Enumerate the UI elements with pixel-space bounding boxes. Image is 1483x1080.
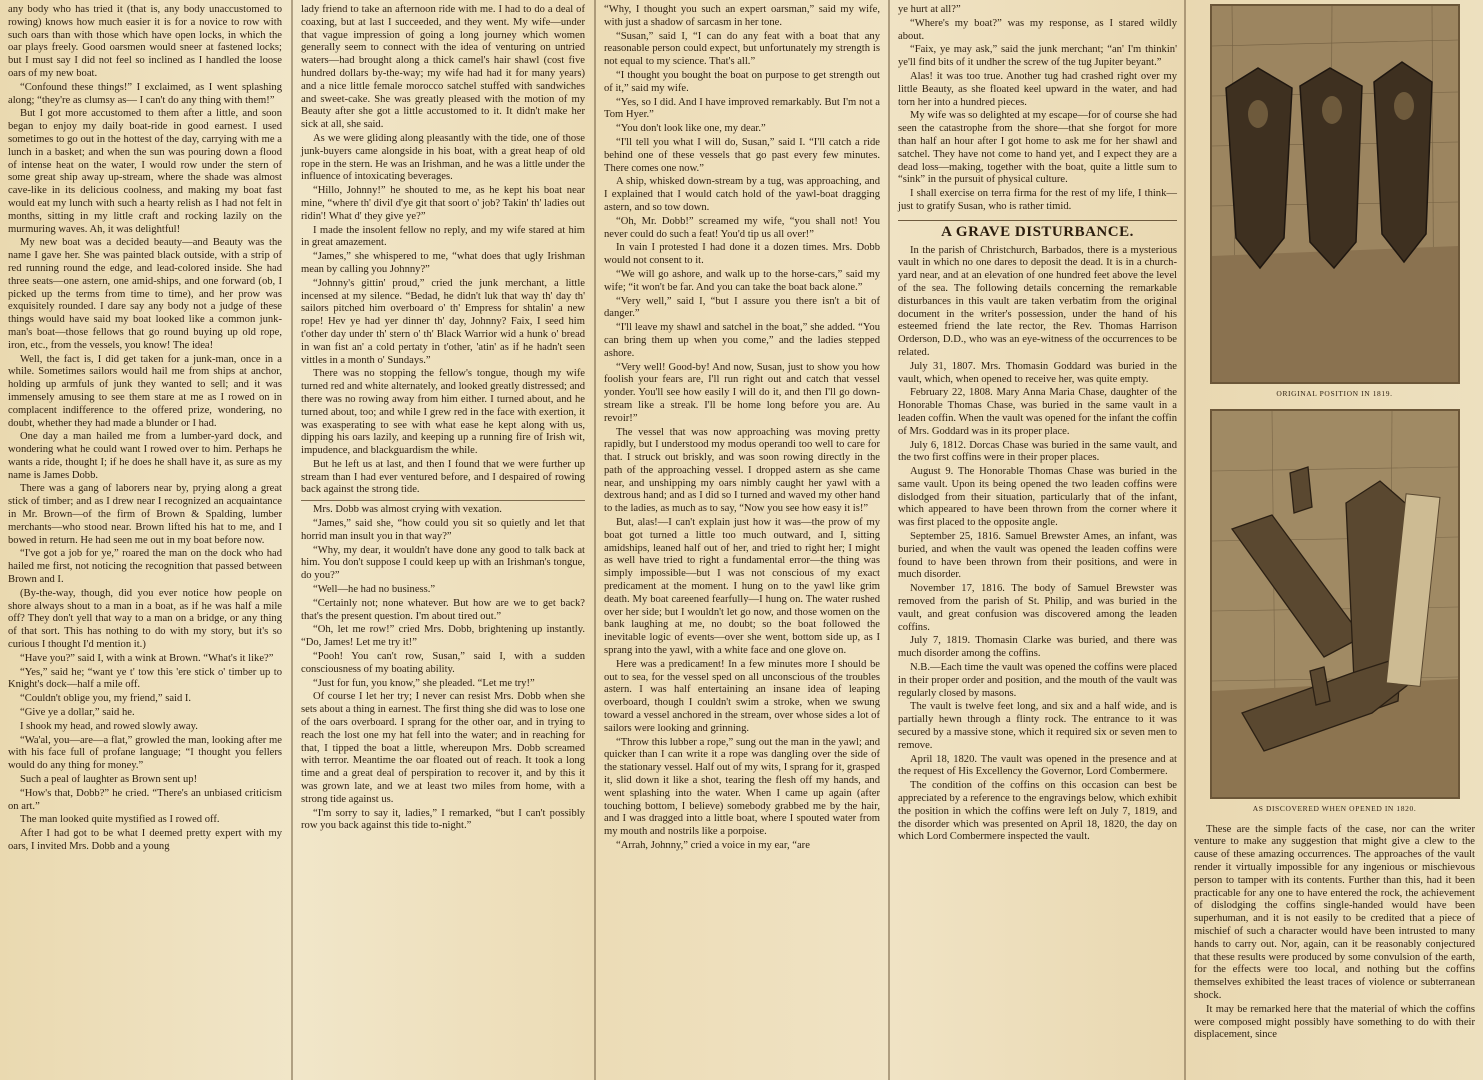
column-3 <box>596 0 888 1080</box>
paragraph: Such a peal of laughter as Brown sent up! <box>20 774 198 786</box>
paragraph: “I'll tell you what I will do, Susan,” said I. “I'll catch a ride behind one of these vessels that go past every few minutes. There comes one now.” <box>604 136 880 174</box>
paragraph: any body who has tried it (that is, any body unaccustomed to rowing) knows how much easier it is for a novice to row with such oars than with those which have open locks, in which the oar plays freely. Good oarsmen would sneer at fastened locks; but I must say I did not feel so inclined as I handled the loose oars of my new boat. <box>8 4 282 79</box>
paragraph: “Very well! Good-by! And now, Susan, just to show you how foolish your fears are, I'll run right out and catch that vessel yonder. You'll see how easily I will do it, and then I'll go down-stream like a streak. I'll be home long before you are. Au revoir!” <box>604 361 880 424</box>
paragraph: ye hurt at all?” <box>898 4 961 15</box>
paragraph: One day a man hailed me from a lumber-yard dock, and wondering what he could want I rowed over to him. Perhaps he wants a ride, thought I; if he does he shall have it, as sure as my name is James Dobb. <box>8 431 282 481</box>
paragraph: “I'll leave my shawl and satchel in the boat,” she added. “You can bring them up when you come,” and the ladies stepped ashore. <box>604 322 880 359</box>
paragraph: Mrs. Dobb was almost crying with vexation. <box>313 504 502 516</box>
paragraph: “Yes,” said he; “want ye t' tow this 'ere stick o' timber up to Knight's dock—half a mile off. <box>8 666 282 691</box>
column-2 <box>293 0 593 1080</box>
engraving-original-position <box>1210 4 1460 384</box>
paragraph: “I thought you bought the boat on purpose to get strength out of it,” said my wife. <box>604 69 880 94</box>
paragraph: July 7, 1819. Thomasin Clarke was buried, and there was much disorder among the coffins. <box>898 635 1177 660</box>
column-5 <box>1186 0 1483 1080</box>
paragraph: “Couldn't oblige you, my friend,” said I. <box>20 693 192 705</box>
vault-1820-illustration <box>1212 411 1458 797</box>
engraving-caption-1: ORIGINAL POSITION IN 1819. <box>1276 389 1393 398</box>
paragraph: I made the insolent fellow no reply, and my wife stared at him in great amazement. <box>301 224 585 249</box>
paragraph: Alas! it was too true. Another tug had crashed right over my little Beauty, as she floated keel upward in the water, and had torn her into a hundred pieces. <box>898 70 1177 108</box>
paragraph: “Very well,” said I, “but I assure you there isn't a bit of danger.” <box>604 295 880 320</box>
paragraph: “Pooh! You can't row, Susan,” said I, with a sudden consciousness of my boating ability. <box>301 651 585 675</box>
paragraph: (By-the-way, though, did you ever notice how people on shore always shout to a man in a boat, as if he was half a mile off? They don't yell that way to a man on a bridge, or any thing of that sort. This has nothing to do with my story, but it's so curious I thought I'd mention it.) <box>8 587 282 651</box>
paragraph: July 31, 1807. Mrs. Thomasin Goddard was buried in the vault, which, when opened to receive her, was quite empty. <box>898 360 1177 385</box>
paragraph: “Hillo, Johnny!” he shouted to me, as he kept his boat near mine, “where th' divil d'ye git that soort o' job? Takin' th' ladies out ridin'! What d' they give ye?” <box>301 185 585 222</box>
paragraph: But I got more accustomed to them after a little, and soon began to enjoy my daily boat-ride in good earnest. I used sometimes to go out in the hottest of the day, carrying with me a lunch in a basket; and when the sun was pouring down a flood of intense heat on the water, I would row under the stern of some great ship away up-stream, where the shade was almost cave-like in its delicious coolness, and making my boat fast would eat my lunch with such a hearty relish as I had not felt in months, sitting in my little craft and rocking lazily on the murmuring waves. Ah, it was delightful! <box>8 108 282 235</box>
paragraph: “How's that, Dobb?” he cried. “There's an unbiased criticism on art.” <box>8 787 282 812</box>
paragraph: August 9. The Honorable Thomas Chase was buried in the same vault. Upon its being opened the two leaden coffins were dislodged from their situation, particularly that of the infant, which appeared to have been thrown from the corner where it was first placed to the opposite angle. <box>898 466 1177 529</box>
paragraph: It may be remarked here that the material of which the coffins were composed might possibly have something to do with their displacement, since <box>1194 1003 1475 1041</box>
paragraph: I shook my head, and rowed slowly away. <box>20 720 198 732</box>
paragraph: “Wa'al, you—are—a flat,” growled the man, looking after me with his face full of profane language; “I thought you fellers would do any thing for money.” <box>8 734 282 772</box>
paragraph: “I'm sorry to say it, ladies,” I remarked, “but I can't possibly row you back against this tide to-night.” <box>301 807 585 832</box>
paragraph: The vessel that was now approaching was moving pretty rapidly, but I understood my modus operandi too well to care for that. I struck out briskly, and was soon rowing directly in the path of the approaching vessel. I dropped astern as she came near, and unshipping my oars nimbly caught her yawl with a dextrous hand; and as I did so I turned and waved my other hand to the ladies, as much as to say, “Now you see how easy it is!” <box>604 426 880 515</box>
vault-1819-illustration <box>1212 6 1458 382</box>
paragraph: There was a gang of laborers near by, prying along a great stick of timber; and as I drew near I recognized an acquaintance in Mr. Brown—of the firm of Brown & Spalding, lumber merchants—who stood near. Brown lifted his hat to me, and I bowed in return. He had seen me out in my boat before now. <box>8 483 282 546</box>
paragraph: N.B.—Each time the vault was opened the coffins were placed in their proper order and position, and the mouth of the vault was regularly closed by masons. <box>898 662 1177 699</box>
paragraph: Here was a predicament! In a few minutes more I should be out to sea, for the vessel sped on all unconscious of the troubles astern. I was half entertaining an insane idea of leaping overboard, though I couldn't swim a stroke, when we swung toward a vessel anchored in the stream, over whose sides a lot of sailors were looking and grinning. <box>604 658 880 734</box>
paragraph: “Throw this lubber a rope,” sung out the man in the yawl; and quicker than I can write it a rope was dangling over the side of the stationary vessel. Half out of my wits, I sprang for it, grasped it, slid down it like a shot, tearing the flesh off my hands, and went splashing into the water. When I came up again (after touching bottom, I believe) somebody grabbed me by the hair, and I was dragged into a little boat, where I spouted water from my mouth and nostrils like a porpoise. <box>604 736 880 838</box>
paragraph: “Give ye a dollar,” said he. <box>20 707 135 719</box>
paragraph: “Have you?” said I, with a wink at Brown. “What's it like?” <box>20 652 274 664</box>
paragraph: February 22, 1808. Mary Anna Maria Chase, daughter of the Honorable Thomas Chase, was buried in the same vault in a leaden coffin. When the vault was opened for the infant the coffin of Mrs. Goddard was in its proper place. <box>898 387 1177 437</box>
paragraph: “Faix, ye may ask,” said the junk merchant; “an' I'm thinkin' ye'll find bits of it undher the screw of the tug Jupiter beyant.” <box>898 44 1177 69</box>
paragraph: “Just for fun, you know,” she pleaded. “Let me try!” <box>313 677 535 689</box>
paragraph: My new boat was a decided beauty—and Beauty was the name I gave her. She was painted black outside, with a strip of red running round the edge, and lead-colored inside. She had three seats—one astern, one amid-ships, and one forward (ob, I picked up the terms from time to time), and her prow was exquisitely rounded. I dare say any body not a judge of these things would have said my boat looked like a common junk-man's boat—those fellows that go round buying up old rope, iron, etc., from the vessels, you know! The idea! <box>8 237 282 351</box>
paragraph: In the parish of Christchurch, Barbados, there is a mysterious vault in which no one dares to deposit the dead. It is in a church-yard near, and at an elevation of one hundred feet above the level of the sea. The following details concerning the remarkable disturbances in this vault are taken verbatim from the original document in the writer's possession, under the hand of his esteemed friend the late rector, the Rev. Thomas Harrison Orderson, D.D., who was an eye-witness of the occurrences to be related. <box>898 244 1177 358</box>
paragraph: Well, the fact is, I did get taken for a junk-man, once in a while. Sometimes sailors would hail me from ships at anchor, holding up armfuls of junk they wanted to sell; and it was immensely amusing to see them stare at me as I rowed on in complacent indifference to the offered prize, wondering, no doubt, whether they had made a blunder or I had. <box>8 353 282 429</box>
paragraph: “James,” she whispered to me, “what does that ugly Irishman mean by calling you Johnny?” <box>301 251 585 275</box>
paragraph: My wife was so delighted at my escape—for of course she had seen the catastrophe from the shore—that she forgot for more than half an hour after I got home to ask me for her shawl and satchel. They have not come to hand yet, and I expect they are a dead loss—making, together with the boat, quite a little sum to “sink” in the pursuit of physical culture. <box>898 110 1177 186</box>
paragraph: The man looked quite mystified as I rowed off. <box>20 814 220 826</box>
paragraph: “Johnny's gittin' proud,” cried the junk merchant, a little incensed at my silence. “Bedad, he didn't luk that way th' day th' sailors pitched him overboard o' th' Empress for shtalin' a new rope! Hev ye had yer dinner th' day, Johnny? Faix, I seed him t'other day under th' stern o' th' Black Warrior wid a hunk o' bread in wan fist an' a cold pertaty in t'other, 'atin' as if he hadn't seen vittles in a month o' Sundays.” <box>301 277 585 366</box>
paragraph: A ship, whisked down-stream by a tug, was approaching, and I explained that I would catch hold of the yawl-boat dragging astern, and so tow down. <box>604 176 880 213</box>
paragraph: In vain I protested I had done it a dozen times. Mrs. Dobb would not consent to it. <box>604 242 880 267</box>
paragraph: “Oh, let me row!” cried Mrs. Dobb, brightening up instantly. “Do, James! Let me try it!” <box>301 624 585 649</box>
column-4-article <box>898 245 1177 845</box>
paragraph: The vault is twelve feet long, and six and a half wide, and is partially hewn through a flinty rock. The entrance to it was secured by a massive stone, which it required six or seven men to remove. <box>898 701 1177 751</box>
paragraph: “Where's my boat?” was my response, as I stared wildly about. <box>898 17 1177 42</box>
paragraph: As we were gliding along pleasantly with the tide, one of those junk-buyers came alongside in his boat, with a great heap of old rope in the stern. He was an Irishman, and he was a little under the influence of intoxicating beverages. <box>301 132 585 183</box>
column-2-top <box>301 4 585 497</box>
paragraph: “Confound these things!” I exclaimed, as I went splashing along; “they're as clumsy as— I can't do any thing with them!” <box>8 81 282 106</box>
column-5-text <box>1194 824 1475 1043</box>
paragraph: “We will go ashore, and walk up to the horse-cars,” said my wife; “it won't be far. And you can take the boat back alone.” <box>604 268 880 293</box>
paragraph: “Arrah, Johnny,” cried a voice in my ear, “are <box>616 840 810 851</box>
column-4-top <box>898 4 1177 214</box>
column-1 <box>0 0 290 1080</box>
paragraph: “Why, my dear, it wouldn't have done any good to talk back at him. You don't suppose I could keep up with an Irishman's tongue, do you?” <box>301 544 585 582</box>
paragraph: After I had got to be what I deemed pretty expert with my oars, I invited Mrs. Dobb and a young <box>8 828 282 852</box>
paragraph: November 17, 1816. The body of Samuel Brewster was removed from the parish of St. Philip, and was buried in the vault, and great confusion was discovered among the leaden coffins. <box>898 583 1177 633</box>
column-2-bottom <box>301 500 585 833</box>
paragraph: There was no stopping the fellow's tongue, though my wife turned red and white alternately, and looked greatly distressed; and there was no rowing away from him either. I turned about, and he turned about, too; and while I grew red in the face with exertion, it was exasperating to see with what ease he kept along with us, dipping his oars lazily, and keeping up a running fire of Irish wit, impudence, and blackguardism the while. <box>301 368 585 457</box>
paragraph: “Well—he had no business.” <box>313 584 436 596</box>
paragraph: April 18, 1820. The vault was opened in the presence and at the request of His Excellency the Governor, Lord Combermere. <box>898 753 1177 778</box>
paragraph: Of course I let her try; I never can resist Mrs. Dobb when she sets about a thing in earnest. The first thing she did was to lose one of the oars overboard. I sprang for the other oar, and in trying to reach the lost one my hat fell into the water; and in reaching for that, I tipped the boat a little, whereupon Mrs. Dobb screamed with terror. Meantime the oar floated out of reach. It took a long time and a great deal of perspiration to recover it, and by this it was grown late, and we at least two miles from home, with a strong tide against us. <box>301 691 585 805</box>
paragraph: These are the simple facts of the case, nor can the writer venture to make any suggestion that might give a clew to the cause of these amazing occurrences. The approaches of the vault render it virtually impossible for any ingenious or mischievous person to tamper with its contents. Further than this, had it been practicable for any one to have entered the rock, the achievement of dislodging the coffins single-handed would have been superhuman, and it is not easily to be credited that a piece of mischief of such a character would have been intrusted to many hands to carry out. Nor, again, can it be reasonably conjectured that these results were produced by some convulsion of the earth, for the effects were too local, and nothing but the coffins themselves exhibited the least traces of violence or subterranean shock. <box>1194 823 1475 1001</box>
paragraph: September 25, 1816. Samuel Brewster Ames, an infant, was buried, and when the vault was opened the leaden coffins were found to have been thrown from their positions, and were in much disorder. <box>898 531 1177 581</box>
paragraph: “Yes, so I did. And I have improved remarkably. But I'm not a Tom Hyer.” <box>604 96 880 121</box>
paragraph: “I've got a job for ye,” roared the man on the dock who had hailed me first, not noticing the recognition that passed between Brown and I. <box>8 548 282 586</box>
engraving-caption-2: AS DISCOVERED WHEN OPENED IN 1820. <box>1252 803 1417 813</box>
article-headline: A GRAVE DISTURBANCE. <box>898 220 1177 239</box>
column-4 <box>890 0 1185 1080</box>
paragraph: The condition of the coffins on this occasion can best be appreciated by a reference to the engravings below, which exhibit the position in which the coffins were left on July 7, 1819, and the disorder which was presented on April 18, 1820, the day on which Lord Combermere inspected the vault. <box>898 780 1177 843</box>
paragraph: “Why, I thought you such an expert oarsman,” said my wife, with just a shadow of sarcasm in her tone. <box>604 4 880 28</box>
paragraph: “Susan,” said I, “I can do any feat with a boat that any reasonable person could expect, but unfortunately my strength is not equal to my science. That's all.” <box>604 30 880 68</box>
paragraph: “James,” said she, “how could you sit so quietly and let that horrid man insult you in that way?” <box>301 518 585 542</box>
paragraph: I shall exercise on terra firma for the rest of my life, I think—just to gratify Susan, who is rather timid. <box>898 188 1177 212</box>
paragraph: “Certainly not; none whatever. But how are we to get back? that's the present question. I'm about tired out.” <box>301 597 585 622</box>
paragraph: July 6, 1812. Dorcas Chase was buried in the same vault, and the two first coffins were in their proper places. <box>898 439 1177 464</box>
paragraph: But he left us at last, and then I found that we were further up stream than I had ever ventured before, and I despaired of rowing back against the strong tide. <box>301 458 585 496</box>
paragraph: lady friend to take an afternoon ride with me. I had to do a deal of coaxing, but at last I succeeded, and they went. My wife—under that vague impression of going a long journey which women generally seem to connect with the idea of venturing on untried waters—had brought along a thick camel's hair shawl (cost five hundred dollars by-the-way; my wife had had it for many years) and a nice little female morocco satchel stuffed with sandwiches and sweet-cake. She was greatly pleased with the motion of my Beauty after she got a little accustomed to it. It didn't make her sick at all, she said. <box>301 4 585 131</box>
paragraph: But, alas!—I can't explain just how it was—the prow of my boat got turned a little too much outward, and I, sitting amidships, leaned half out of her, and tried to right her; I might as well have tried to right a fundamental error—the thing was simply impossible—but I was not conscious of my exact predicament at the moment. I hung on to the yawl like grim death. My boat careened fearfully—I hung on. The water rushed over her side; but I wouldn't let go now, and those women on the bank laughing at me, no doubt; so the boat followed the inevitable logic of events—over she went, bottom side up, as I sprang into the yawl, with a white face and one glove on. <box>604 517 880 657</box>
paragraph: “Oh, Mr. Dobb!” screamed my wife, “you shall not! You never could do such a feat! You'd tip us all over!” <box>604 215 880 240</box>
paragraph: “You don't look like one, my dear.” <box>616 123 766 135</box>
engraving-discovered-position <box>1210 409 1460 799</box>
